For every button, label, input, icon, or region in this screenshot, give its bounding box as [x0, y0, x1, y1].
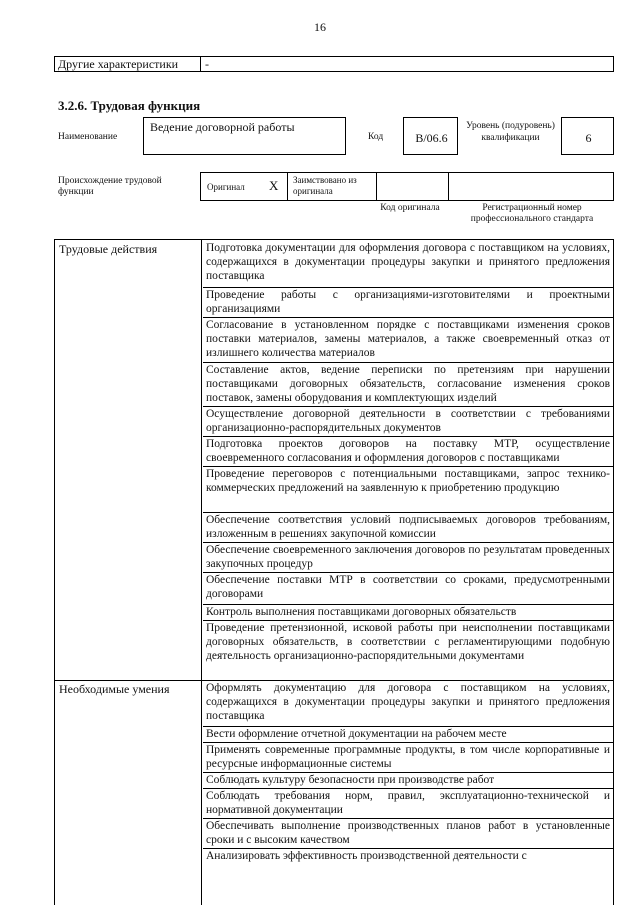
- labor-action-item: Проведение работы с организациями-изготовителями и проектными организациями: [203, 287, 613, 317]
- original-label: Оригинал: [207, 182, 245, 192]
- level-value: 6: [585, 131, 592, 145]
- labor-action-item: Обеспечение соответствия условий подписываемых договоров требованиям, изложенным в решениях закупочной комиссии: [203, 512, 613, 542]
- skill-item: Обеспечивать выполнение производственных планов работ в установленные сроки и с высоким качеством: [203, 818, 613, 848]
- name-value: Ведение договорной работы: [150, 120, 295, 134]
- borrowed-label: Заимствовано из оригинала: [293, 175, 357, 196]
- labor-action-item: Проведение претензионной, исковой работы при неисполнении поставщиками договорных обязательств, в соответствии с регламентирующими подобную деятельность организационно-распорядительными документами: [203, 620, 613, 680]
- labor-actions-label: Трудовые действия: [59, 242, 158, 256]
- labor-action-item: Согласование в установленном порядке с поставщиками изменения сроков поставки материалов, замены материалов, а также своевременный отказ от излишнего количества материалов: [203, 317, 613, 362]
- other-characteristics-label: Другие характеристики: [55, 57, 201, 71]
- code-label: Код: [368, 132, 384, 142]
- labor-action-item: Проведение переговоров с потенциальными поставщиками, запрос технико-коммерческих предложений на заявленную к приобретению продукцию: [203, 466, 613, 512]
- skill-item: Оформлять документацию для договора с поставщиком на условиях, содержащихся в документации процедуры закупки и принятого предложения поставщика: [203, 680, 613, 726]
- level-label: Уровень (подуровень) квалификации: [466, 121, 555, 143]
- skill-item: Соблюдать требования норм, правил, эксплуатационно-технической и нормативной документации: [203, 788, 613, 818]
- skills-label: Необходимые умения: [59, 682, 170, 696]
- code-field: [403, 117, 458, 155]
- functions-table: [54, 239, 614, 905]
- code-value: B/06.6: [415, 131, 448, 145]
- skill-item: Вести оформление отчетной документации на рабочем месте: [203, 726, 613, 742]
- labor-action-item: Обеспечение поставки МТР в соответствии со сроками, предусмотренными договорами: [203, 572, 613, 604]
- origin-table: [200, 172, 614, 201]
- origin-label: Происхождение трудовой функции: [58, 176, 162, 197]
- name-field: [143, 117, 346, 155]
- level-field: [561, 117, 614, 155]
- page-number: 16: [314, 20, 326, 34]
- labor-action-item: Составление актов, ведение переписки по претензиям при нарушении поставщиками договорных обязательств, согласование изменения сроков поставок, замены оборудования и комплектующих изделий: [203, 362, 613, 406]
- labor-action-item: Подготовка документации для оформления договора с поставщиком на условиях, содержащихся в документации процедуры закупки и принятого предложения поставщика: [206, 242, 610, 282]
- skill-item: Анализировать эффективность производственной деятельности с: [203, 848, 613, 906]
- labor-action-item: Подготовка проектов договоров на поставку МТР, осуществление своевременного согласования и оформления договоров с поставщиками: [203, 436, 613, 466]
- other-characteristics-value: -: [205, 57, 209, 71]
- original-mark: X: [269, 178, 279, 193]
- section-heading: 3.2.6. Трудовая функция: [58, 98, 201, 113]
- skill-item: Применять современные программные продукты, в том числе корпоративные и ресурсные информационные системы: [203, 742, 613, 772]
- labor-action-item: Осуществление договорной деятельности в соответствии с требованиями организационно-распорядительных документов: [203, 406, 613, 436]
- code-original-label: Код оригинала: [380, 203, 440, 213]
- reg-number-label: Регистрационный номер профессионального стандарта: [470, 203, 594, 224]
- name-label: Наименование: [58, 132, 118, 142]
- labor-action-item: Обеспечение своевременного заключения договоров по результатам проведенных закупочных процедур: [203, 542, 613, 572]
- skill-item: Соблюдать культуру безопасности при производстве работ: [203, 772, 613, 788]
- labor-action-item: Контроль выполнения поставщиками договорных обязательств: [203, 604, 613, 620]
- other-characteristics-row: [54, 56, 614, 72]
